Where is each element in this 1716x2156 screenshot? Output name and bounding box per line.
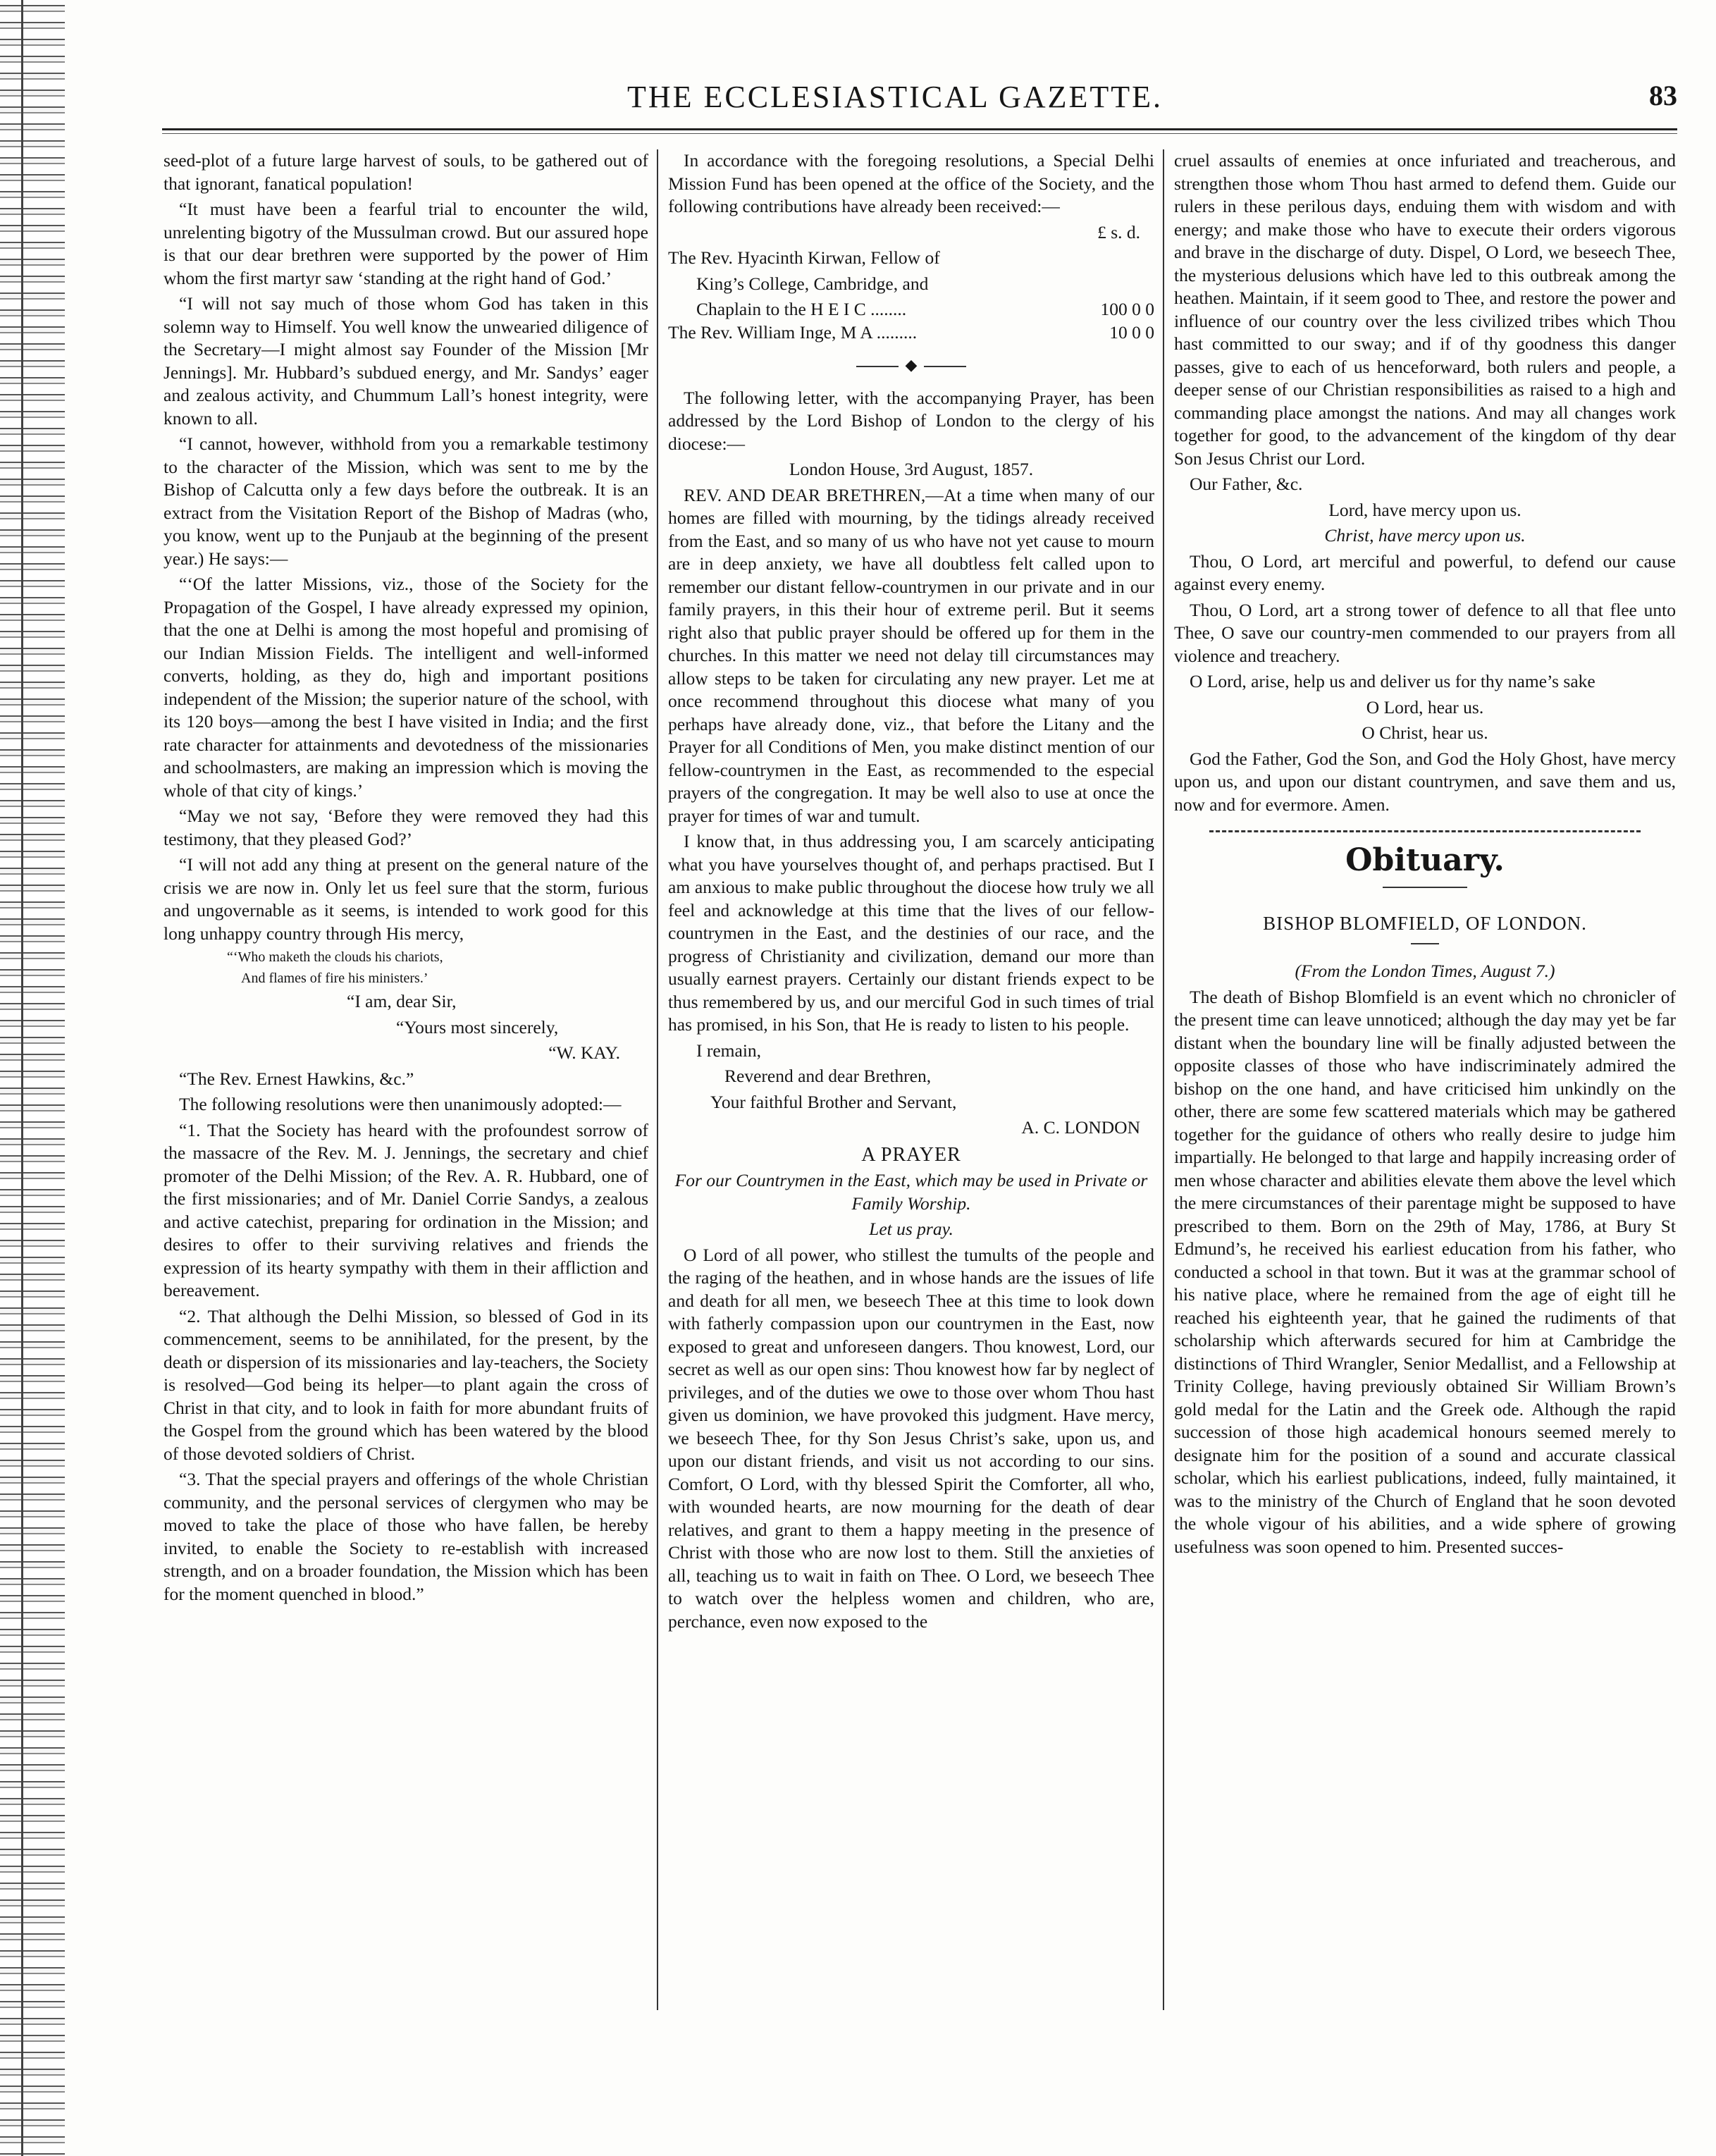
paragraph: O Lord, arise, help us and deliver us for thy name’s sake <box>1190 671 1595 691</box>
page-header <box>162 79 1677 121</box>
obituary-heading: BISHOP BLOMFIELD, OF LONDON. <box>1263 912 1587 934</box>
section-divider <box>1383 887 1467 888</box>
letter-closing: Your faithful Brother and Servant, <box>710 1091 957 1112</box>
paragraph: cruel assaults of enemies at once infuriated and treacherous, and strengthen those whom Thou hast armed to defend them. Guide our rulers in these perilous days, enduing them with wisdom and with energy; and make those who have to execute their orders vigorous and brave in the discharge of duty. Dispel, O Lord, we beseech Thee, the mysterious delusions which have led to this outbreak among the heathen. Maintain, if it seem good to Thee, and restore the power and influence of our country over the less civilized tribes which Thou hast committed to our sway; and if of thy goodness this danger passes, give to each of us henceforward, both rulers and people, a deeper sense of our Christian responsibilities as raised to a high and commanding place amongst the nations. And may all changes work together for good, to the advancement of the kingdom of thy dear Son Jesus Christ our Lord. <box>1174 150 1676 469</box>
prayer-invocation: Let us pray. <box>869 1219 953 1239</box>
binding-edge <box>0 0 65 2156</box>
fund-amount: 100 0 0 <box>1100 299 1154 319</box>
header-rule <box>162 128 1677 134</box>
letter-signature: “W. KAY. <box>548 1042 620 1063</box>
column-middle <box>668 149 1154 2038</box>
paragraph: “The Rev. Ernest Hawkins, &c.” <box>179 1068 414 1089</box>
paragraph: The death of Bishop Blomfield is an event which no chronicler of the present time can leave unnoticed; although the day may yet be far distant when the boundary line will be finally adjusted between the opposite classes of those who have indiscriminately admired the bishop on the one hand, and have criticised him unkindly on the other, there are some few scattered materials which may be gathered together for the guidance of others who really desire to judge him impartially. He belonged to that large and happily increasing order of men whose character and abilities elevate them above the level which the mere circumstances of their parentage might be supposed to have prescribed to them. Born on the 29th of May, 1786, at Bury St Edmund’s, he received his earliest education from his father, who conducted a school in that town. But it was at the grammar school of his native place, where he remained from the age of eight till he reached his eighteenth year, that he gained the rudiments of that scholarship which afterwards secured for him at Cambridge the distinctions of Third Wrangler, Senior Medallist, and a Fellowship at Trinity College, having previously obtained Sir William Brown’s gold medal for the Latin and the Greek ode. Although the rapid succession of those high academical honours seemed merely to designate him for the position of a sound and accurate classical scholar, which his earliest publications, indeed, fully maintained, it was to the ministry of the Church of England that he soon devoted the whole vigour of his abilities, and a wide sphere of growing usefulness was soon opened to him. Presented succes- <box>1174 986 1676 1557</box>
response-line: Christ, have mercy upon us. <box>1324 525 1526 546</box>
paragraph: REV. AND DEAR BRETHREN,—At a time when many of our homes are filled with mourning, by the tidings already received from the East, and so many of us who have not yet cause to mourn are in deep anxiety, we have all doubtless felt called upon to remember our distant fellow-countrymen in our private and in our family prayers, in this their hour of extreme peril. But it seems right also that public prayer should be offered up for them in the churches. In this matter we need not delay till circumstances may allow steps to be taken for circulating any new prayer. Let me at once recommend throughout this diocese what many of you perhaps have already done, viz., that before the Litany and the Prayer for all Conditions of Men, you make distinct mention of our fellow-countrymen in the East, as recommended to the especial prayers of the congregation. It may be well also to use at once the prayer for times of war and tumult. <box>668 484 1154 826</box>
paragraph: Thou, O Lord, art merciful and powerful, to defend our cause against every enemy. <box>1174 550 1676 594</box>
masthead-title: THE ECCLESIASTICAL GAZETTE. <box>627 80 1163 114</box>
paragraph: God the Father, God the Son, and God the Holy Ghost, have mercy upon us, and upon our distant countrymen, and save them and us, now and for evermore. Amen. <box>1174 748 1676 815</box>
letter-closing: I remain, <box>696 1040 762 1061</box>
ornament-divider: ◆ <box>668 354 1154 377</box>
letter-closing: Reverend and dear Brethren, <box>724 1066 932 1086</box>
fund-table <box>668 247 1154 344</box>
paragraph: Our Father, &c. <box>1190 474 1303 494</box>
fund-entry: The Rev. William Inge, M A ......... <box>668 321 918 343</box>
paragraph: The following letter, with the accompanying Prayer, has been addressed by the Lord Bishop of London to the clergy of his diocese:— <box>668 387 1154 454</box>
resolution: “3. That the special prayers and offerings of the whole Christian community, and the personal services of clergymen who may be moved to take the place of those who have fallen, be hereby invited, to enable the Society to re-establish with increased strength, and on a broader foundation, the Mission which has been for the moment quenched in blood.” <box>163 1469 648 1604</box>
obituary-title: Obituary. <box>1345 842 1505 878</box>
page-number: 83 <box>1649 80 1677 111</box>
section-divider <box>1411 943 1439 944</box>
dateline: London House, 3rd August, 1857. <box>789 459 1034 479</box>
paragraph: Thou, O Lord, art a strong tower of defence to all that flee unto Thee, O save our country-men commended to our prayers from all violence and treachery. <box>1174 599 1676 666</box>
paragraph: In accordance with the foregoing resolutions, a Special Delhi Mission Fund has been opened at the office of the Society, and the following contributions have already been received:— <box>668 150 1154 216</box>
prayer-title: A PRAYER <box>861 1143 961 1166</box>
paragraph: “I will not add any thing at present on the general nature of the crisis we are now in. Only let us feel sure that the storm, furious and ungovernable as it seems, is intended to work good for this long unhappy country through His mercy, <box>163 854 648 944</box>
paragraph: “I will not say much of those whom God has taken in this solemn way to Himself. You well know the unwearied diligence of the Secretary—I might almost say Founder of the Mission [Mr Jennings]. Mr. Hubbard’s subdued energy, and Mr. Sandys’ eager and zealous activity, and Chummum Lall’s honest integrity, were known to all. <box>163 293 648 429</box>
verse-line: “‘Who maketh the clouds his chariots, <box>227 949 443 965</box>
paragraph: The following resolutions were then unanimously adopted:— <box>179 1094 622 1114</box>
prayer-subtitle: For our Countrymen in the East, which may be used in Private or Family Worship. <box>674 1170 1148 1214</box>
obituary-source: (From the London Times, August 7.) <box>1295 961 1555 981</box>
fund-row <box>668 321 1154 345</box>
resolution: “1. That the Society has heard with the profoundest sorrow of the massacre of the Rev. M. J. Jennings, the secretary and chief promoter of the Delhi Mission; of the Rev. A. R. Hubbard, one of the first missionaries; and of Mr. Daniel Corrie Sandys, a zealous and active catechist, preparing for ordination in the Mission; and desires to offer to their surviving relatives and friends the expression of its hearty sympathy with them in their affliction and bereavement. <box>163 1119 648 1300</box>
resolution: “2. That although the Delhi Mission, so blessed of God in its commencement, seems to be annihilated, for the present, by the death or dispersion of its missionaries and lay-teachers, the Society is resolved—God being its helper—to plant again the cross of Christ in that city, and to look in faith for more abundant fruits of the Gospel from the ground which has been watered by the blood of those devoted soldiers of Christ. <box>163 1305 648 1464</box>
fund-entry: Chaplain to the H E I C ........ <box>696 299 907 319</box>
fund-amount: 10 0 0 <box>1109 321 1154 343</box>
section-divider <box>1209 830 1641 832</box>
paragraph: “May we not say, ‘Before they were removed they had this testimony, that they pleased God?’ <box>163 806 648 849</box>
paragraph: seed-plot of a future large harvest of souls, to be gathered out of that ignorant, fanatical population! <box>163 150 648 194</box>
fund-entry: King’s College, Cambridge, and <box>696 273 929 294</box>
fund-entry: The Rev. Hyacinth Kirwan, Fellow of <box>668 247 940 268</box>
column-left <box>163 149 648 2031</box>
letter-closing: “I am, dear Sir, <box>347 991 457 1011</box>
paragraph: O Lord of all power, who stillest the tumults of the people and the raging of the heathen, and in whose hands are the issues of life and death for all men, we beseech Thee at this time to look down with fatherly compassion upon our countrymen in the East, now exposed to great and unforeseen dangers. Thou knowest, Lord, our secret as well as our open sins: Thou knowest how far by neglect of privileges, and of the duties we owe to those over whom Thou hast given us dominion, we have provoked this judgment. Have mercy, we beseech Thee, for thy Son Jesus Christ’s sake, upon us, and upon our distant friends, and visit us not according to our sins. Comfort, O Lord, with thy blessed Spirit the Comforter, all who, with wounded hearts, are now mourning for the death of dear relatives, and grant to them a happy meeting in the presence of Christ with those who are now lost to them. Still the anxieties of all, teaching us to wait in faith on Thee. O Lord, we beseech Thee to watch over the helpless women and children, who are, perchance, even now exposed to the <box>668 1244 1154 1632</box>
paragraph: “It must have been a fearful trial to encounter the wild, unrelenting bigotry of the Mussulman crowd. But our assured hope is that our dear brethren were supported by the power of Him whom the first martyr saw ‘standing at the right hand of God.’ <box>163 199 648 288</box>
fund-row <box>668 298 1154 321</box>
response-line: O Christ, hear us. <box>1362 722 1488 743</box>
paragraph: I know that, in thus addressing you, I am scarcely anticipating what you have yourselves thought of, and perhaps practised. But I am anxious to make public throughout the diocese how truly we all feel and acknowledge at this time that the lives of our fellow-countrymen in the East, and the destinies of our race, and the progress of Christianity and civilization, demand our more than usually earnest prayers. Certainly our distant friends expect to be thus remembered by us, and our merciful God in such times of trial has promised, in his Son, that He is ready to listen to his people. <box>668 831 1154 1035</box>
column-divider <box>657 149 658 2010</box>
paragraph: “‘Of the latter Missions, viz., those of the Society for the Propagation of the Gospel, I have already expressed my opinion, that the one at Delhi is among the most hopeful and promising of our Indian Mission Fields. The intelligent and well-informed converts, holding, as they do, high and important positions independent of the Mission; the superior nature of the school, with its 120 boys—among the best I have visited in India; and the first rate character for attainments and devotedness of the missionaries and schoolmasters, are making an impression which is moving the whole of that city of kings.’ <box>163 574 648 801</box>
letter-closing: “Yours most sincerely, <box>396 1016 559 1037</box>
verse-line: And flames of fire his ministers.’ <box>241 971 428 986</box>
fund-table-header: £ s. d. <box>1097 221 1140 242</box>
column-right <box>1174 149 1676 2038</box>
response-line: Lord, have mercy upon us. <box>1328 499 1521 520</box>
column-divider <box>1163 149 1164 2010</box>
response-line: O Lord, hear us. <box>1366 696 1484 717</box>
letter-signature: A. C. LONDON <box>1021 1117 1140 1138</box>
paragraph: “I cannot, however, withhold from you a remarkable testimony to the character of the Mission, which was sent to me by the Bishop of Calcutta only a few days before the outbreak. It is an extract from the Visitation Report of the Bishop of Madras (who, you know, went up to the Punjaub at the beginning of the present year.) He says:— <box>163 433 648 569</box>
